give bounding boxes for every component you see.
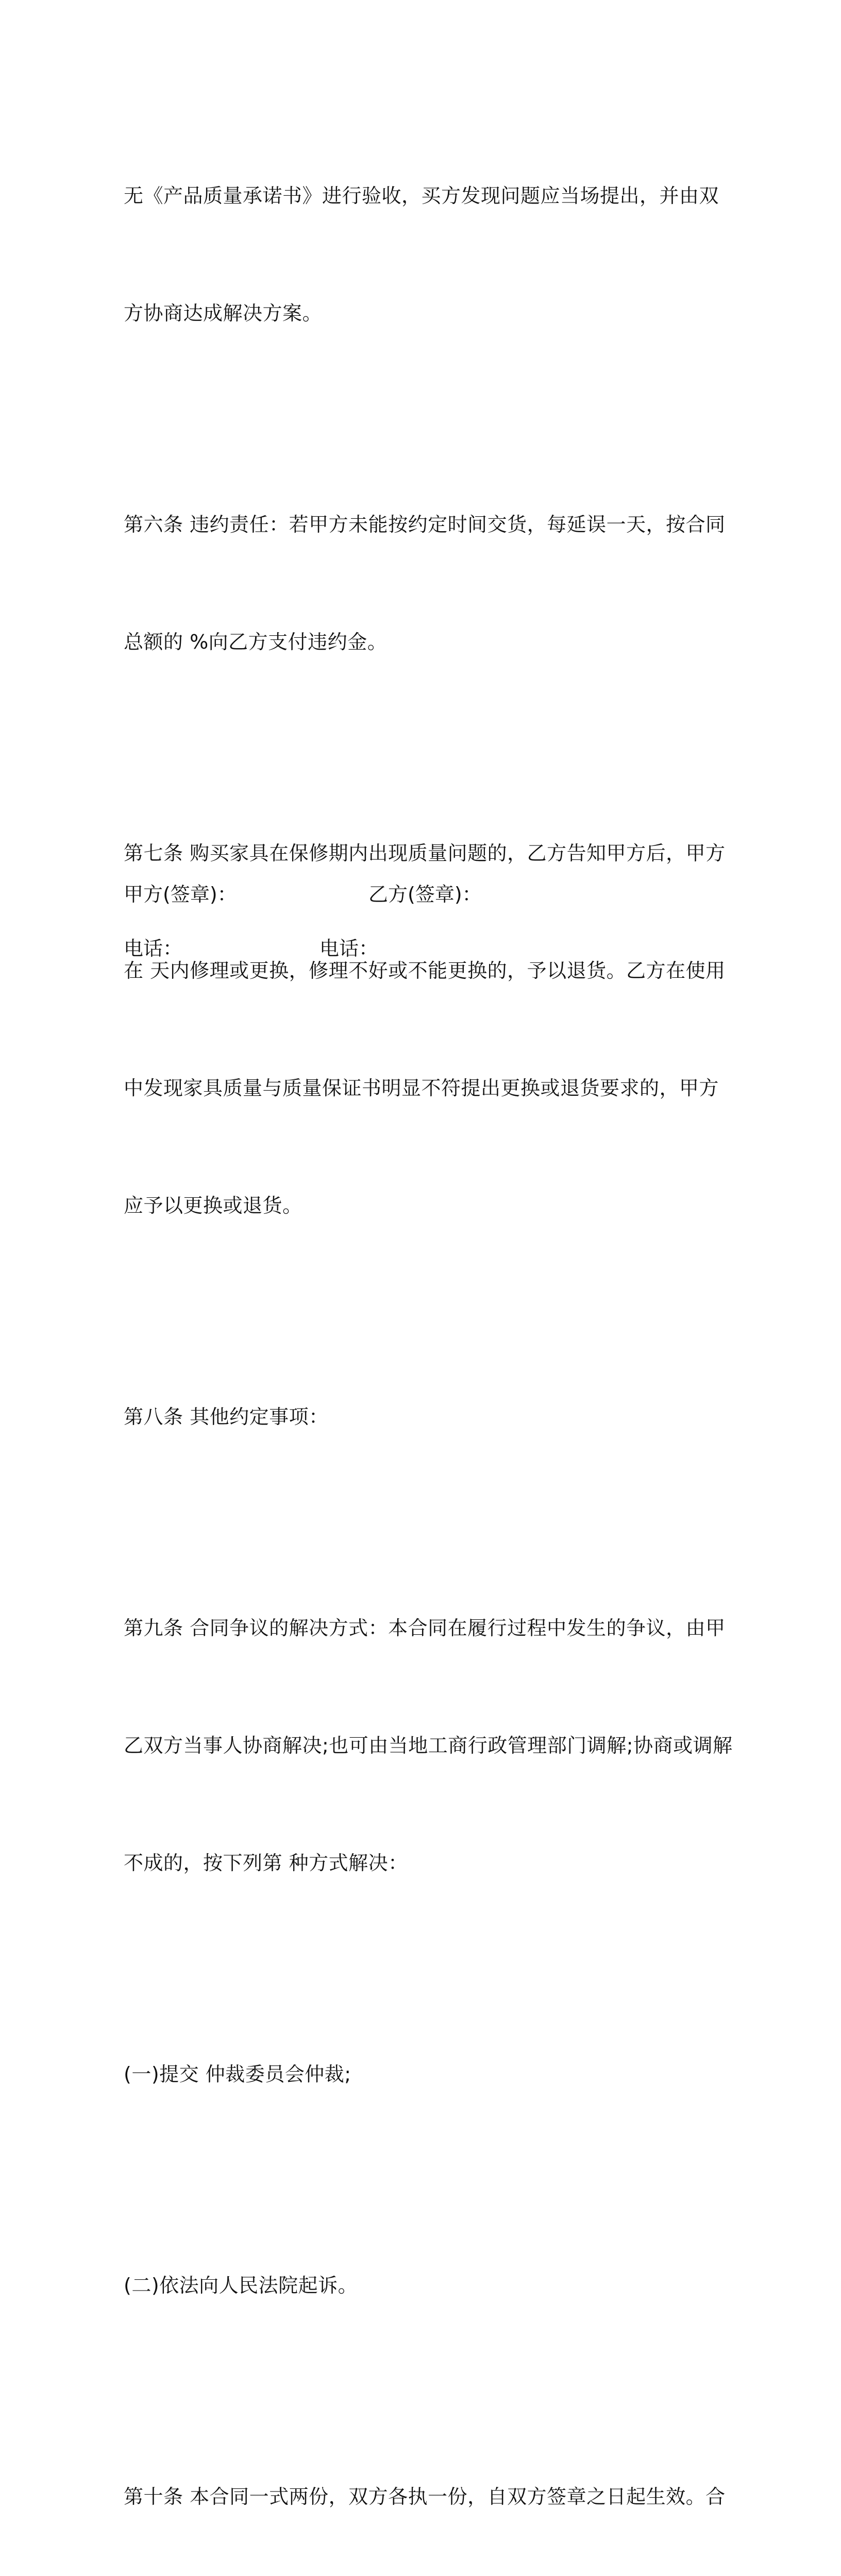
paragraph-article-8	[124, 1319, 716, 1515]
party-b-phone-label: 电话：	[319, 937, 379, 960]
paragraph-option-2	[124, 2188, 716, 2383]
paragraph-article-7	[124, 755, 726, 1303]
text-line: 不成的，按下列第 种方式解决：	[124, 1852, 408, 1874]
text-line: (一)提交 仲裁委员会仲裁;	[124, 2063, 351, 2086]
text-line: 无《产品质量承诺书》进行验收，买方发现问题应当场提出，并由双	[124, 184, 719, 207]
text-line: 第六条 违约责任：若甲方未能按约定时间交货，每延误一天，按合同	[124, 513, 726, 536]
party-b-signature-label: 乙方(签章)：	[368, 883, 482, 906]
text-line: 第九条 合同争议的解决方式：本合同在履行过程中发生的争议，由甲	[124, 1617, 726, 1639]
text-line: 中发现家具质量与质量保证书明显不符提出更换或退货要求的，甲方	[124, 1077, 719, 1099]
text-line: 方协商达成解决方案。	[124, 302, 323, 325]
text-line: (二)依法向人民法院起诉。	[124, 2274, 358, 2297]
document-body	[124, 98, 733, 2576]
text-line: 乙双方当事人协商解决;也可由当地工商行政管理部门调解;协商或调解	[124, 1734, 733, 1757]
text-line: 总额的 %向乙方支付违约金。	[124, 631, 388, 653]
text-line: 第七条 购买家具在保修期内出现质量问题的，乙方告知甲方后，甲方	[124, 842, 726, 865]
text-line: 应予以更换或退货。	[124, 1194, 302, 1217]
text-line: 在 天内修理或更换，修理不好或不能更换的，予以退货。乙方在使用	[124, 959, 726, 982]
paragraph-option-1	[124, 1976, 716, 2172]
paragraph-article-10	[124, 2399, 726, 2576]
party-a-signature-label: 甲方(签章)：	[124, 883, 237, 906]
text-line: 第十条 本合同一式两份，双方各执一份，自双方签章之日起生效。合	[124, 2485, 726, 2508]
paragraph-article-9	[124, 1530, 733, 1961]
text-line: 第八条 其他约定事项：	[124, 1405, 329, 1428]
paragraph-article-6	[124, 427, 726, 740]
signature-row	[124, 881, 716, 908]
paragraph-inspection	[124, 98, 719, 411]
phone-row	[124, 935, 716, 962]
party-a-phone-label: 电话：	[124, 937, 183, 960]
